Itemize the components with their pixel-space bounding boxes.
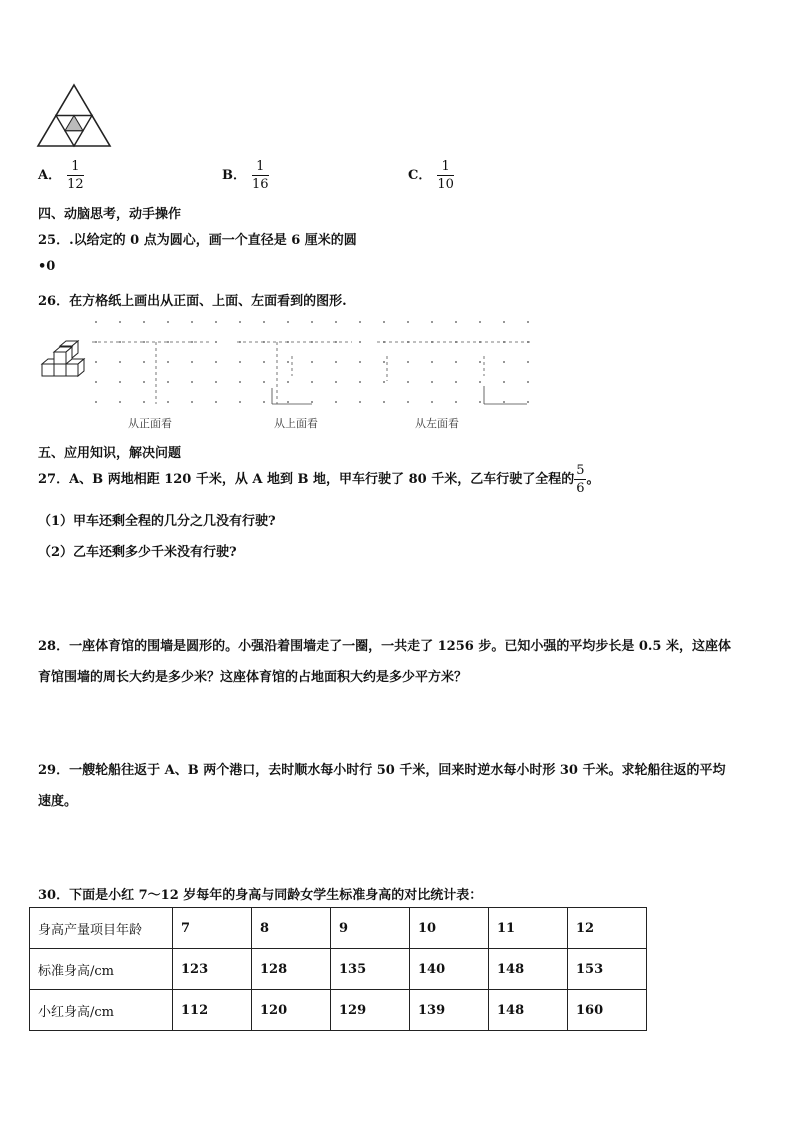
table-cell: 小红身高/cm <box>30 990 173 1031</box>
option-b-fraction <box>252 160 269 191</box>
table-row <box>30 949 647 990</box>
grid-dot <box>431 361 433 363</box>
grid-dot <box>383 401 385 403</box>
option-b <box>222 160 269 191</box>
table-row <box>30 990 647 1031</box>
question-26: 26．在方格纸上画出从正面、上面、左面看到的图形. <box>38 294 347 309</box>
question-27-part-1: （1）甲车还剩全程的几分之几没有行驶? <box>38 514 276 529</box>
grid-dot <box>503 361 505 363</box>
table-cell: 129 <box>331 990 410 1031</box>
grid-dot <box>335 381 337 383</box>
grid-dot <box>311 401 313 403</box>
grid-dot <box>239 381 241 383</box>
grid-dot <box>143 321 145 323</box>
grid-dot <box>95 381 97 383</box>
grid-dot <box>359 321 361 323</box>
grid-dot <box>167 361 169 363</box>
option-a <box>38 160 84 191</box>
grid-dot <box>503 401 505 403</box>
table-cell: 8 <box>252 908 331 949</box>
grid-dot <box>143 361 145 363</box>
grid-dot <box>119 321 121 323</box>
table-cell: 135 <box>331 949 410 990</box>
height-comparison-table <box>29 907 647 1031</box>
grid-dot <box>95 341 97 343</box>
table-cell: 12 <box>568 908 647 949</box>
grid-dot <box>383 321 385 323</box>
grid-dot <box>431 321 433 323</box>
grid-dot <box>455 361 457 363</box>
grid-dot <box>407 381 409 383</box>
question-27-end: 。 <box>586 472 600 487</box>
grid-dot <box>239 321 241 323</box>
grid-dot <box>191 321 193 323</box>
table-cell: 128 <box>252 949 331 990</box>
table-cell: 140 <box>410 949 489 990</box>
table-cell: 11 <box>489 908 568 949</box>
grid-dot <box>95 321 97 323</box>
question-27-part-2: （2）乙车还剩多少千米没有行驶? <box>38 545 237 560</box>
option-c <box>408 160 454 191</box>
grid-dot <box>143 401 145 403</box>
grid-dot <box>119 381 121 383</box>
grid-dot <box>503 381 505 383</box>
grid-dot <box>527 381 529 383</box>
table-cell: 148 <box>489 990 568 1031</box>
cube-stack-figure <box>40 340 96 382</box>
grid-dot <box>263 381 265 383</box>
grid-dot <box>359 361 361 363</box>
grid-dot <box>263 401 265 403</box>
grid-caption-front: 从正面看 <box>128 417 172 430</box>
grid-dot <box>311 381 313 383</box>
triangle-figure <box>36 82 116 152</box>
grid-dot <box>503 321 505 323</box>
table-cell: 139 <box>410 990 489 1031</box>
grid-dot <box>359 401 361 403</box>
table-cell: 153 <box>568 949 647 990</box>
grid-dot <box>119 401 121 403</box>
question-28-line-2: 育馆围墙的周长大约是多少米？这座体育馆的占地面积大约是多少平方米？ <box>38 670 468 685</box>
grid-dot <box>527 401 529 403</box>
option-c-num: 1 <box>437 160 454 176</box>
grid-dot <box>167 321 169 323</box>
grid-dot <box>95 361 97 363</box>
grid-dot <box>119 361 121 363</box>
grid-dot <box>359 381 361 383</box>
grid-dot <box>287 321 289 323</box>
question-29-line-2: 速度。 <box>38 794 78 809</box>
grid-dot <box>335 401 337 403</box>
option-b-num: 1 <box>252 160 269 176</box>
option-a-den: 12 <box>67 177 84 192</box>
grid-dot <box>119 341 121 343</box>
grid-dot <box>143 381 145 383</box>
grid-dot <box>191 341 193 343</box>
table-cell: 身高产量项目年龄 <box>30 908 173 949</box>
grid-dot <box>479 381 481 383</box>
grid-dot <box>215 361 217 363</box>
section-4-heading: 四、动脑思考，动手操作 <box>38 207 182 222</box>
grid-dot <box>479 361 481 363</box>
option-a-num: 1 <box>67 160 84 176</box>
grid-dot <box>359 341 361 343</box>
grid-dot <box>287 361 289 363</box>
grid-dot <box>215 381 217 383</box>
grid-dot <box>431 381 433 383</box>
table-cell: 123 <box>173 949 252 990</box>
table-cell: 10 <box>410 908 489 949</box>
table-cell: 148 <box>489 949 568 990</box>
question-27-frac-num: 5 <box>576 463 585 478</box>
grid-caption-left: 从左面看 <box>415 417 459 430</box>
grid-dot <box>191 361 193 363</box>
grid-dot <box>167 401 169 403</box>
option-a-letter: A． <box>38 168 62 183</box>
dot-grid <box>92 316 532 414</box>
table-header-row <box>30 908 647 949</box>
grid-dot <box>455 321 457 323</box>
grid-dot <box>407 321 409 323</box>
grid-dot <box>407 361 409 363</box>
grid-dot <box>335 361 337 363</box>
grid-dot <box>287 401 289 403</box>
grid-dot <box>311 321 313 323</box>
question-27-fraction <box>574 464 586 495</box>
section-5-heading: 五、应用知识，解决问题 <box>38 446 182 461</box>
question-28-line-1: 28．一座体育馆的围墙是圆形的。小强沿着围墙走了一圈，一共走了 1256 步。已知小强的平均步长是 0.5 米，这座体 <box>38 639 731 654</box>
question-29-line-1: 29．一艘轮船往返于 A、B 两个港口，去时顺水每小时行 50 千米，回来时逆水每小时形 30 千米。求轮船往返的平均 <box>38 763 726 778</box>
grid-dot <box>263 321 265 323</box>
grid-dot <box>215 401 217 403</box>
grid-dot <box>143 341 145 343</box>
grid-dot <box>527 361 529 363</box>
grid-dot <box>311 361 313 363</box>
grid-dot <box>527 321 529 323</box>
question-27-text: 27．A、B 两地相距 120 千米，从 A 地到 B 地，甲车行驶了 80 千米，乙车行驶了全程的 <box>38 472 575 487</box>
grid-dot <box>455 401 457 403</box>
grid-dot <box>455 381 457 383</box>
grid-dot <box>191 381 193 383</box>
question-30: 30．下面是小红 7～12 岁每年的身高与同龄女学生标准身高的对比统计表： <box>38 888 483 903</box>
table-cell: 120 <box>252 990 331 1031</box>
grid-dot <box>407 401 409 403</box>
table-cell: 9 <box>331 908 410 949</box>
grid-caption-top: 从上面看 <box>274 417 318 430</box>
option-c-fraction <box>437 160 454 191</box>
option-a-fraction <box>67 160 84 191</box>
grid-dot <box>167 381 169 383</box>
table-cell: 112 <box>173 990 252 1031</box>
grid-dot <box>215 341 217 343</box>
grid-dot <box>239 401 241 403</box>
grid-dot <box>383 381 385 383</box>
grid-dot <box>479 321 481 323</box>
table-cell: 7 <box>173 908 252 949</box>
question-27-frac-den: 6 <box>576 481 585 496</box>
grid-dot <box>431 401 433 403</box>
grid-dot <box>167 341 169 343</box>
grid-dot <box>479 401 481 403</box>
grid-dot <box>191 401 193 403</box>
option-b-den: 16 <box>252 177 269 192</box>
question-27 <box>38 464 600 495</box>
grid-dot <box>239 361 241 363</box>
option-b-letter: B． <box>222 168 246 183</box>
option-c-den: 10 <box>437 177 454 192</box>
grid-dot <box>95 401 97 403</box>
grid-dot <box>287 381 289 383</box>
grid-dot <box>335 321 337 323</box>
option-c-letter: C． <box>408 168 432 183</box>
question-25-point: •0 <box>38 259 56 274</box>
question-25: 25．.以给定的 0 点为圆心，画一个直径是 6 厘米的圆 <box>38 233 357 248</box>
table-cell: 160 <box>568 990 647 1031</box>
grid-dot <box>263 361 265 363</box>
grid-dot <box>383 361 385 363</box>
table-cell: 标准身高/cm <box>30 949 173 990</box>
grid-dot <box>215 321 217 323</box>
